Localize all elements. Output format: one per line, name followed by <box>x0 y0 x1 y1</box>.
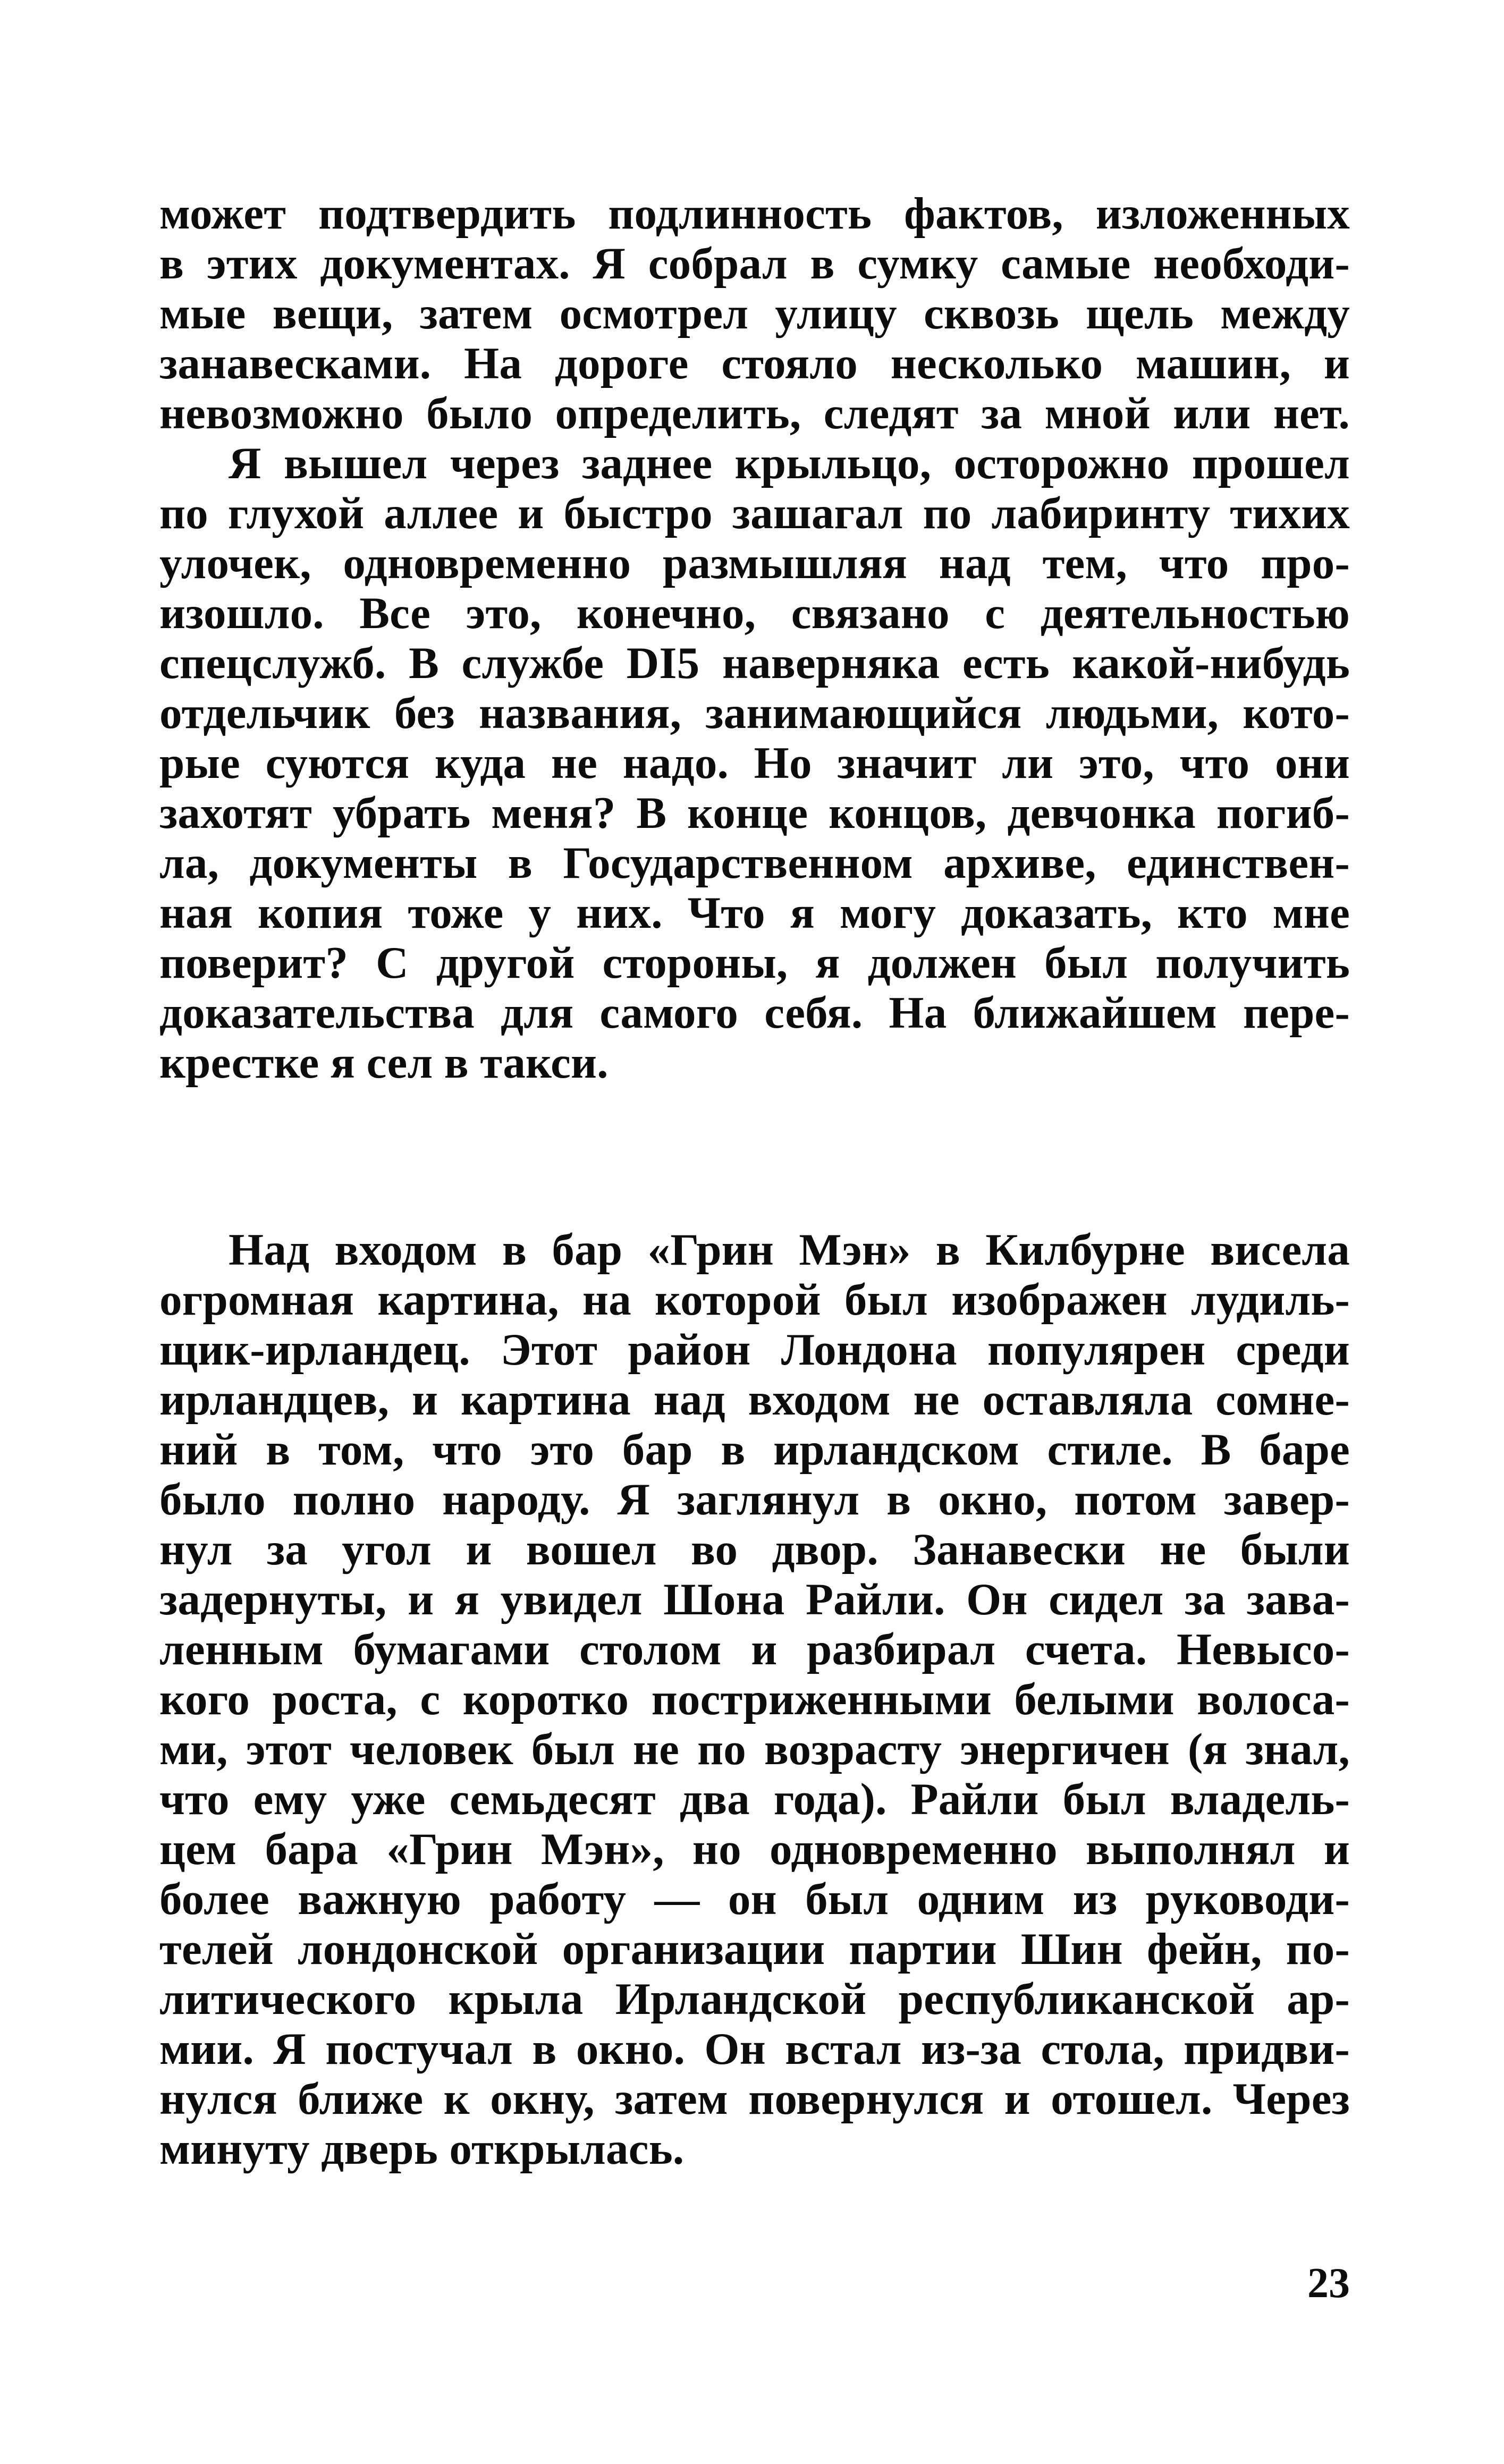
text-line: Над входом в бар «Грин Мэн» в Килбурне висела <box>229 1225 1350 1275</box>
text-line: по глухой аллее и быстро зашагал по лабиринту тихих <box>159 488 1350 538</box>
text-line: огромная картина, на которой был изображен лудиль- <box>159 1275 1350 1325</box>
text-line: мии. Я постучал в окно. Он встал из-за стола, придви- <box>159 2024 1350 2074</box>
text-line: ми, этот человек был не по возрасту энергичен (я знал, <box>159 1724 1350 1774</box>
text-line: улочек, одновременно размышляя над тем, что про- <box>159 538 1350 588</box>
text-line: что ему уже семьдесят два года). Райли был владель- <box>159 1774 1350 1824</box>
text-line: в этих документах. Я собрал в сумку самые необходи- <box>159 239 1350 289</box>
text-line: захотят убрать меня? В конце концов, девчонка погиб- <box>159 788 1350 838</box>
text-line: телей лондонской организации партии Шин фейн, по- <box>159 1924 1350 1974</box>
paragraph-3 <box>159 1225 1350 2174</box>
paragraph-2 <box>159 438 1350 1088</box>
text-line: минуту дверь открылась. <box>159 2124 685 2174</box>
text-line: доказательства для самого себя. На ближайшем пере- <box>159 988 1350 1038</box>
text-line: щик-ирландец. Этот район Лондона популярен среди <box>159 1325 1350 1375</box>
text-line: ленным бумагами столом и разбирал счета. Невысо- <box>159 1624 1350 1674</box>
text-line: может подтвердить подлинность фактов, изложенных <box>159 189 1350 239</box>
text-line: занавесками. На дороге стояло несколько машин, и <box>159 338 1350 388</box>
text-line: рые суются куда не надо. Но значит ли это, что они <box>159 738 1350 788</box>
text-line: задернуты, и я увидел Шона Райли. Он сидел за зава- <box>159 1574 1350 1624</box>
text-line: ирландцев, и картина над входом не оставляла сомне- <box>159 1375 1350 1425</box>
text-line: отдельчик без названия, занимающийся людьми, кото- <box>159 688 1350 738</box>
text-line: Я вышел через заднее крыльцо, осторожно прошел <box>229 438 1350 488</box>
text-line: более важную работу — он был одним из руководи- <box>159 1874 1350 1924</box>
text-line: кого роста, с коротко постриженными белыми волоса- <box>159 1674 1350 1724</box>
text-line: спецслужб. В службе DI5 наверняка есть какой-нибудь <box>159 638 1350 688</box>
paragraph-1 <box>159 189 1350 438</box>
text-line: крестке я сел в такси. <box>159 1038 609 1088</box>
text-line: ний в том, что это бар в ирландском стиле. В баре <box>159 1425 1350 1475</box>
text-line: поверит? С другой стороны, я должен был получить <box>159 938 1350 988</box>
text-line: ная копия тоже у них. Что я могу доказать, кто мне <box>159 888 1350 938</box>
text-line: изошло. Все это, конечно, связано с деятельностью <box>159 588 1350 638</box>
page-number: 23 <box>1307 2260 1350 2307</box>
text-line: было полно народу. Я заглянул в окно, потом завер- <box>159 1475 1350 1525</box>
text-line: литического крыла Ирландской республиканской ар- <box>159 1974 1350 2024</box>
text-line: нулся ближе к окну, затем повернулся и отошел. Через <box>159 2074 1350 2124</box>
text-line: невозможно было определить, следят за мной или нет. <box>159 388 1350 438</box>
text-line: ла, документы в Государственном архиве, единствен- <box>159 838 1350 888</box>
text-line: нул за угол и вошел во двор. Занавески не были <box>159 1525 1350 1574</box>
text-line: мые вещи, затем осмотрел улицу сквозь щель между <box>159 289 1350 338</box>
text-line: цем бара «Грин Мэн», но одновременно выполнял и <box>159 1824 1350 1874</box>
